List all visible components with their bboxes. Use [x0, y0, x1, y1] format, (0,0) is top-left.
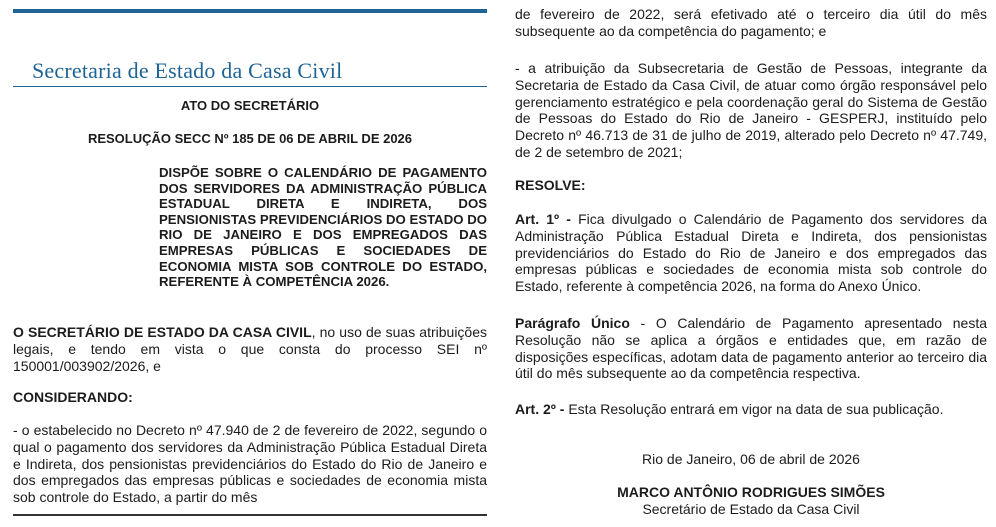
header-rule: [13, 9, 487, 13]
footer-rule: [13, 514, 487, 516]
article-2: [515, 401, 987, 418]
article-2-label: Art. 2º -: [515, 401, 565, 417]
resolution-title: RESOLUÇÃO SECC Nº 185 DE 06 DE ABRIL DE 2026: [87, 131, 413, 146]
paragrafo-unico-text: - O Calendário de Pagamento apresentado nesta Resolução não se aplica a órgãos e entidades que, em razão de disposições específicas, adotam data de pagamento anterior ao terceiro dia útil do mês subsequente ao da competência respectiva.: [515, 315, 987, 382]
act-title: ATO DO SECRETÁRIO: [180, 98, 320, 113]
ementa: DISPÕE SOBRE O CALENDÁRIO DE PAGAMENTO DOS SERVIDORES DA ADMINISTRAÇÃO PÚBLICA ESTADUAL DIRETA E INDIRETA, DOS PENSIONISTAS PREVIDENCIÁRIOS DO ESTADO DO RIO DE JANEIRO E DOS EMPREGADOS DAS EMPRESAS PÚBLICAS E SOCIEDADES DE ECONOMIA MISTA SOB CONTROLE DO ESTADO, REFERENTE À COMPETÊNCIA 2026.: [159, 165, 487, 290]
department-title: Secretaria de Estado da Casa Civil: [32, 58, 343, 83]
preamble: [13, 324, 487, 374]
considerando-item-1-continued: de fevereiro de 2022, será efetivado até o terceiro dia útil do mês subsequente ao da competência do pagamento; e: [515, 6, 987, 39]
article-1-label: Art. 1º -: [515, 211, 571, 227]
paragrafo-unico: [515, 315, 987, 382]
place-date: Rio de Janeiro, 06 de abril de 2026: [642, 451, 860, 467]
paragrafo-unico-label: Parágrafo Único: [515, 315, 630, 331]
signatory-role: Secretário de Estado da Casa Civil: [642, 501, 860, 517]
preamble-lead: O SECRETÁRIO DE ESTADO DA CASA CIVIL: [13, 324, 312, 340]
signatory-name: MARCO ANTÔNIO RODRIGUES SIMÕES: [617, 484, 885, 500]
article-1-text: Fica divulgado o Calendário de Pagamento dos servidores da Administração Pública Estadual Direta e Indireta, dos pensionistas previdenciários do Estado do Rio de Janeiro e dos empregados das empresas públicas e sociedades de economia mista sob controle do Estado, referente à competência 2026, na forma do Anexo Único.: [515, 211, 987, 295]
considerando-item-1: - o estabelecido no Decreto nº 47.940 de 2 de fevereiro de 2022, segundo o qual o pagamento dos servidores da Administração Pública Estadual Direta e Indireta, dos pensionistas previdenciários do Estado do Rio de Janeiro e dos empregados das empresas públicas e sociedades de economia mista sob controle do Estado, a partir do mês: [13, 422, 487, 506]
considerando-heading: CONSIDERANDO:: [13, 389, 133, 405]
department-rule: [13, 86, 487, 87]
considerando-item-2: - a atribuição da Subsecretaria de Gestão de Pessoas, integrante da Secretaria de Estado da Casa Civil, de atuar como órgão responsável pelo gerenciamento estratégico e pela coordenação geral do Sistema de Gestão de Pessoas do Estado do Rio de Janeiro - GESPERJ, instituído pelo Decreto nº 46.713 de 31 de julho de 2019, alterado pelo Decreto nº 47.749, de 2 de setembro de 2021;: [515, 60, 987, 160]
article-2-text: Esta Resolução entrará em vigor na data de sua publicação.: [564, 401, 944, 417]
resolve-heading: RESOLVE:: [515, 177, 586, 193]
article-1: [515, 211, 987, 295]
preamble-text: , no uso de suas atribuições legais, e tendo em vista o que consta do processo SEI nº 150001/003902/2026, e: [13, 324, 488, 374]
